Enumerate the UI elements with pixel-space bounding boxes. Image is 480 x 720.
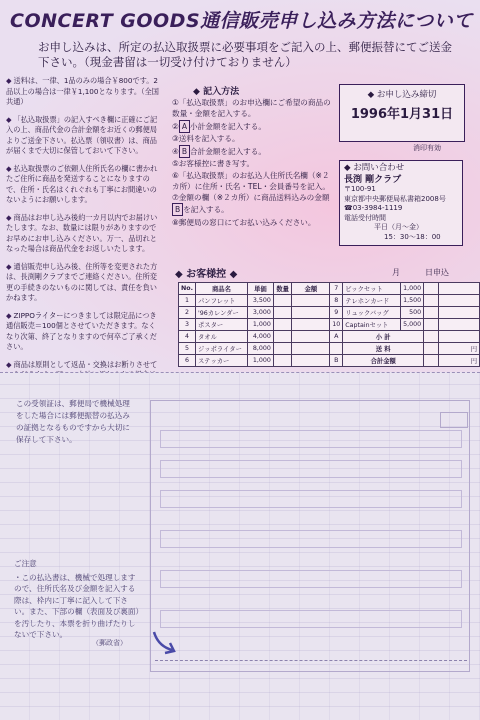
slip-field <box>160 430 462 448</box>
quantity-cell[interactable] <box>424 283 439 295</box>
item-no: 8 <box>330 295 343 307</box>
box-b-label: B <box>179 145 190 158</box>
phone-number: ☎03-3984-1119 <box>344 204 403 212</box>
item-no: 1 <box>179 295 196 307</box>
amount-cell[interactable] <box>439 283 480 295</box>
table-row <box>179 307 480 319</box>
column-header: 商品名 <box>196 283 248 295</box>
caution-text: ・この払込書は、機械で処理しますので、住所氏名及び金額を記入する際は、枠内に丁寧に記入して下さい。また、下部の欄（表面及び裏面）を汚したり、本票を折り曲げたりしないで下さい。 <box>14 572 140 639</box>
diamond-bullet-icon: ◆ <box>6 359 12 369</box>
procedure-step: ⑧郵便局の窓口にてお払い込みください。 <box>172 217 316 227</box>
ministry-credit: （郵政省） <box>92 639 127 647</box>
item-no: 4 <box>179 331 196 343</box>
deadline-date: 1996年1月31日 <box>350 107 454 122</box>
perforation-line <box>0 372 480 373</box>
item-name: ステッカー <box>196 355 248 367</box>
intro-text: お申し込みは、所定の払込取扱票に必要事項をご記入の上、郵便振替にてご送金下さい。（現金書留は一切受け付けておりません） <box>38 40 452 69</box>
order-table <box>178 282 480 367</box>
column-header: No. <box>179 283 196 295</box>
contact-box <box>339 160 463 246</box>
item-name: ジッポライター <box>196 343 248 355</box>
subtotal-cell[interactable] <box>439 331 480 343</box>
box-b-label: B <box>172 203 183 216</box>
diamond-bullet-icon: ◆ <box>367 90 377 100</box>
subtotal-spacer <box>424 331 439 343</box>
note-item: ◆ 商品はお申し込み後約一カ月以内でお届けいたします。なお、数量には限りがありますのでお早めにお申し込みください。万一、品切れとなった場合は商品代金をお返しいたします。 <box>6 212 158 253</box>
quantity-cell[interactable] <box>424 319 439 331</box>
procedure-heading: ◆ 記入方法 <box>193 87 240 97</box>
item-price: 3,500 <box>247 295 273 307</box>
table-row <box>179 343 480 355</box>
item-no: 2 <box>179 307 196 319</box>
box-a-label: A <box>179 120 190 133</box>
total-cell[interactable]: 円 <box>439 355 480 367</box>
item-no: 6 <box>179 355 196 367</box>
page-title: CONCERT GOODS通信販売申し込み方法について <box>10 10 473 32</box>
diamond-bullet-icon: ◆ <box>6 261 12 271</box>
order-day-label: 日申込 <box>425 268 449 277</box>
item-no: 9 <box>330 307 343 319</box>
procedure-step: ② A 小計金額を記入する。 <box>172 121 266 131</box>
diamond-bullet-icon: ◆ <box>175 269 187 280</box>
item-price: 8,000 <box>247 343 273 355</box>
quantity-cell[interactable] <box>424 295 439 307</box>
amount-cell[interactable] <box>292 343 330 355</box>
item-price: 5,000 <box>401 319 424 331</box>
shipping-cell[interactable]: 円 <box>439 343 480 355</box>
item-name: Captainセット <box>343 319 401 331</box>
item-name: ポスター <box>196 319 248 331</box>
amount-cell[interactable] <box>292 355 330 367</box>
procedure-step: ③送料を記入する。 <box>172 134 240 143</box>
item-no: 10 <box>330 319 343 331</box>
slip-field <box>160 460 462 478</box>
procedure-step: ⑤お客様控に書き写す。 <box>172 159 255 168</box>
note-item: ◆ 送料は、一律、1品のみの場合￥800です。2品以上の場合は一律￥1,100となります。（全国共通） <box>6 76 159 106</box>
shipping-spacer <box>424 343 439 355</box>
note-item: ◆ 商品は原則として返品・交換はお断りさせて <box>6 359 158 369</box>
amount-cell[interactable] <box>292 331 330 343</box>
item-no: 5 <box>179 343 196 355</box>
postmark-note: 消印有効 <box>413 144 441 152</box>
column-header: 数量 <box>273 283 292 295</box>
order-month-label: 月 <box>392 268 400 277</box>
item-price: 3,000 <box>247 307 273 319</box>
postal-code: 〒100-91 <box>344 185 376 193</box>
item-price: 1,000 <box>247 319 273 331</box>
item-name: テレホンカード <box>343 295 401 307</box>
shipping-label: 送 料 <box>343 343 424 355</box>
note-item: ◆ 払込取扱票のご依頼人住所氏名の欄に書かれたご住所に商品を発送することになりますので、住所・氏名はくれぐれも丁寧にお間違いのないようにお願いします。 <box>6 163 158 204</box>
address: 東京都中央郵便局私書箱2008号 <box>344 194 446 203</box>
table-row <box>179 295 480 307</box>
procedure-step: ⑥「払込取扱票」のお払込人住所氏名欄（※２カ所）に住所・氏名・TEL・会員番号を記入。 <box>172 170 330 191</box>
quantity-cell[interactable] <box>424 307 439 319</box>
weekdays: 平日（月〜金） <box>374 223 423 231</box>
customer-copy-title: ◆ お客様控 ◆ <box>175 269 238 280</box>
item-price: 1,000 <box>401 283 424 295</box>
quantity-cell[interactable] <box>273 307 292 319</box>
diamond-bullet-icon: ◆ <box>6 212 12 222</box>
item-name: タオル <box>196 331 248 343</box>
column-header: 単価 <box>247 283 273 295</box>
column-header: 金額 <box>292 283 330 295</box>
slip-bottom-rule <box>155 660 467 661</box>
item-name: ピックセット <box>343 283 401 295</box>
receipt-note: この受領証は、郵便局で機械処理をした場合には郵便振替の払込みの証拠となるものですから大切に保存して下さい。 <box>16 399 130 444</box>
procedure-step: ①「払込取扱票」のお申込欄にご希望の商品の数量・金額を記入する。 <box>172 98 331 118</box>
diamond-bullet-icon: ◆ <box>6 163 12 173</box>
amount-cell[interactable] <box>439 319 480 331</box>
notes-column <box>6 76 162 398</box>
slip-field <box>160 490 462 508</box>
amount-cell[interactable] <box>292 307 330 319</box>
slip-field <box>160 570 462 588</box>
club-name: 長渕 剛クラブ <box>344 174 402 185</box>
diamond-bullet-icon: ◆ <box>6 310 12 320</box>
quantity-cell[interactable] <box>273 295 292 307</box>
diamond-bullet-icon: ◆ <box>193 87 204 97</box>
quantity-cell[interactable] <box>273 355 292 367</box>
caution-note <box>14 558 142 641</box>
item-no: 3 <box>179 319 196 331</box>
quantity-cell[interactable] <box>273 331 292 343</box>
diamond-bullet-icon: ◆ <box>344 163 354 173</box>
item-no: 7 <box>330 283 343 295</box>
deadline-box <box>339 84 465 142</box>
amount-cell[interactable] <box>292 319 330 331</box>
contact-title: ◆ お問い合わせ <box>344 163 405 173</box>
box-b-label: B <box>330 355 343 367</box>
item-price: 1,000 <box>247 355 273 367</box>
note-item: ◆ 通信販売申し込み後、住所等を変更された方は、長渕剛クラブまでご連絡ください。住所変更の手続きのないものに関しては、責任を負いかねます。 <box>6 261 158 302</box>
quantity-cell[interactable] <box>273 319 292 331</box>
quantity-cell[interactable] <box>273 343 292 355</box>
total-spacer <box>424 355 439 367</box>
diamond-bullet-icon: ◆ <box>226 269 238 280</box>
blank-cell <box>330 343 343 355</box>
slip-corner-box <box>440 412 468 428</box>
item-name: パンフレット <box>196 295 248 307</box>
table-row <box>179 331 480 343</box>
total-label: 合計金額 <box>343 355 424 367</box>
table-row <box>179 355 480 367</box>
procedure-step: ④ B 合計金額を記入する。 <box>172 146 266 156</box>
table-row <box>179 319 480 331</box>
diamond-bullet-icon: ◆ <box>6 76 12 85</box>
slip-field <box>160 610 462 628</box>
arrow-icon <box>150 628 180 658</box>
deadline-label: ◆ お申し込み締切 <box>367 90 437 100</box>
hours: 15：30〜18：00 <box>384 232 441 241</box>
subtotal-label: 小 計 <box>343 331 424 343</box>
procedure-list <box>172 97 337 228</box>
slip-field <box>160 530 462 548</box>
item-price: 500 <box>401 307 424 319</box>
item-name: リュックバッグ <box>343 307 401 319</box>
caution-title: ご注意 <box>14 559 37 568</box>
amount-cell[interactable] <box>439 295 480 307</box>
procedure-step: ⑦金額の欄（※２カ所）に商品送料込みの金額B を記入する。 <box>172 193 330 214</box>
hours-label: 電話受付時間 <box>344 213 386 222</box>
note-item: ◆ ZIPPOライターにつきましては限定品につき通信販売＝100個とさせていただきます。なくなり次第、終了となりますので何卒ご了承ください。 <box>6 310 157 351</box>
box-a-label: A <box>330 331 343 343</box>
table-header-row <box>179 283 480 295</box>
amount-cell[interactable] <box>439 307 480 319</box>
item-price: 1,500 <box>401 295 424 307</box>
item-name: '96カレンダー <box>196 307 248 319</box>
item-price: 4,000 <box>247 331 273 343</box>
amount-cell[interactable] <box>292 295 330 307</box>
diamond-bullet-icon: ◆ <box>6 114 12 124</box>
note-item: ◆ 「払込取扱票」の記入すべき欄に正確にご記入の上、商品代金の合計金額をお近くの郵便局よりご送金下さい。払込票（領収書）は、商品が届くまで大切に保管しておいて下さい。 <box>6 114 158 155</box>
